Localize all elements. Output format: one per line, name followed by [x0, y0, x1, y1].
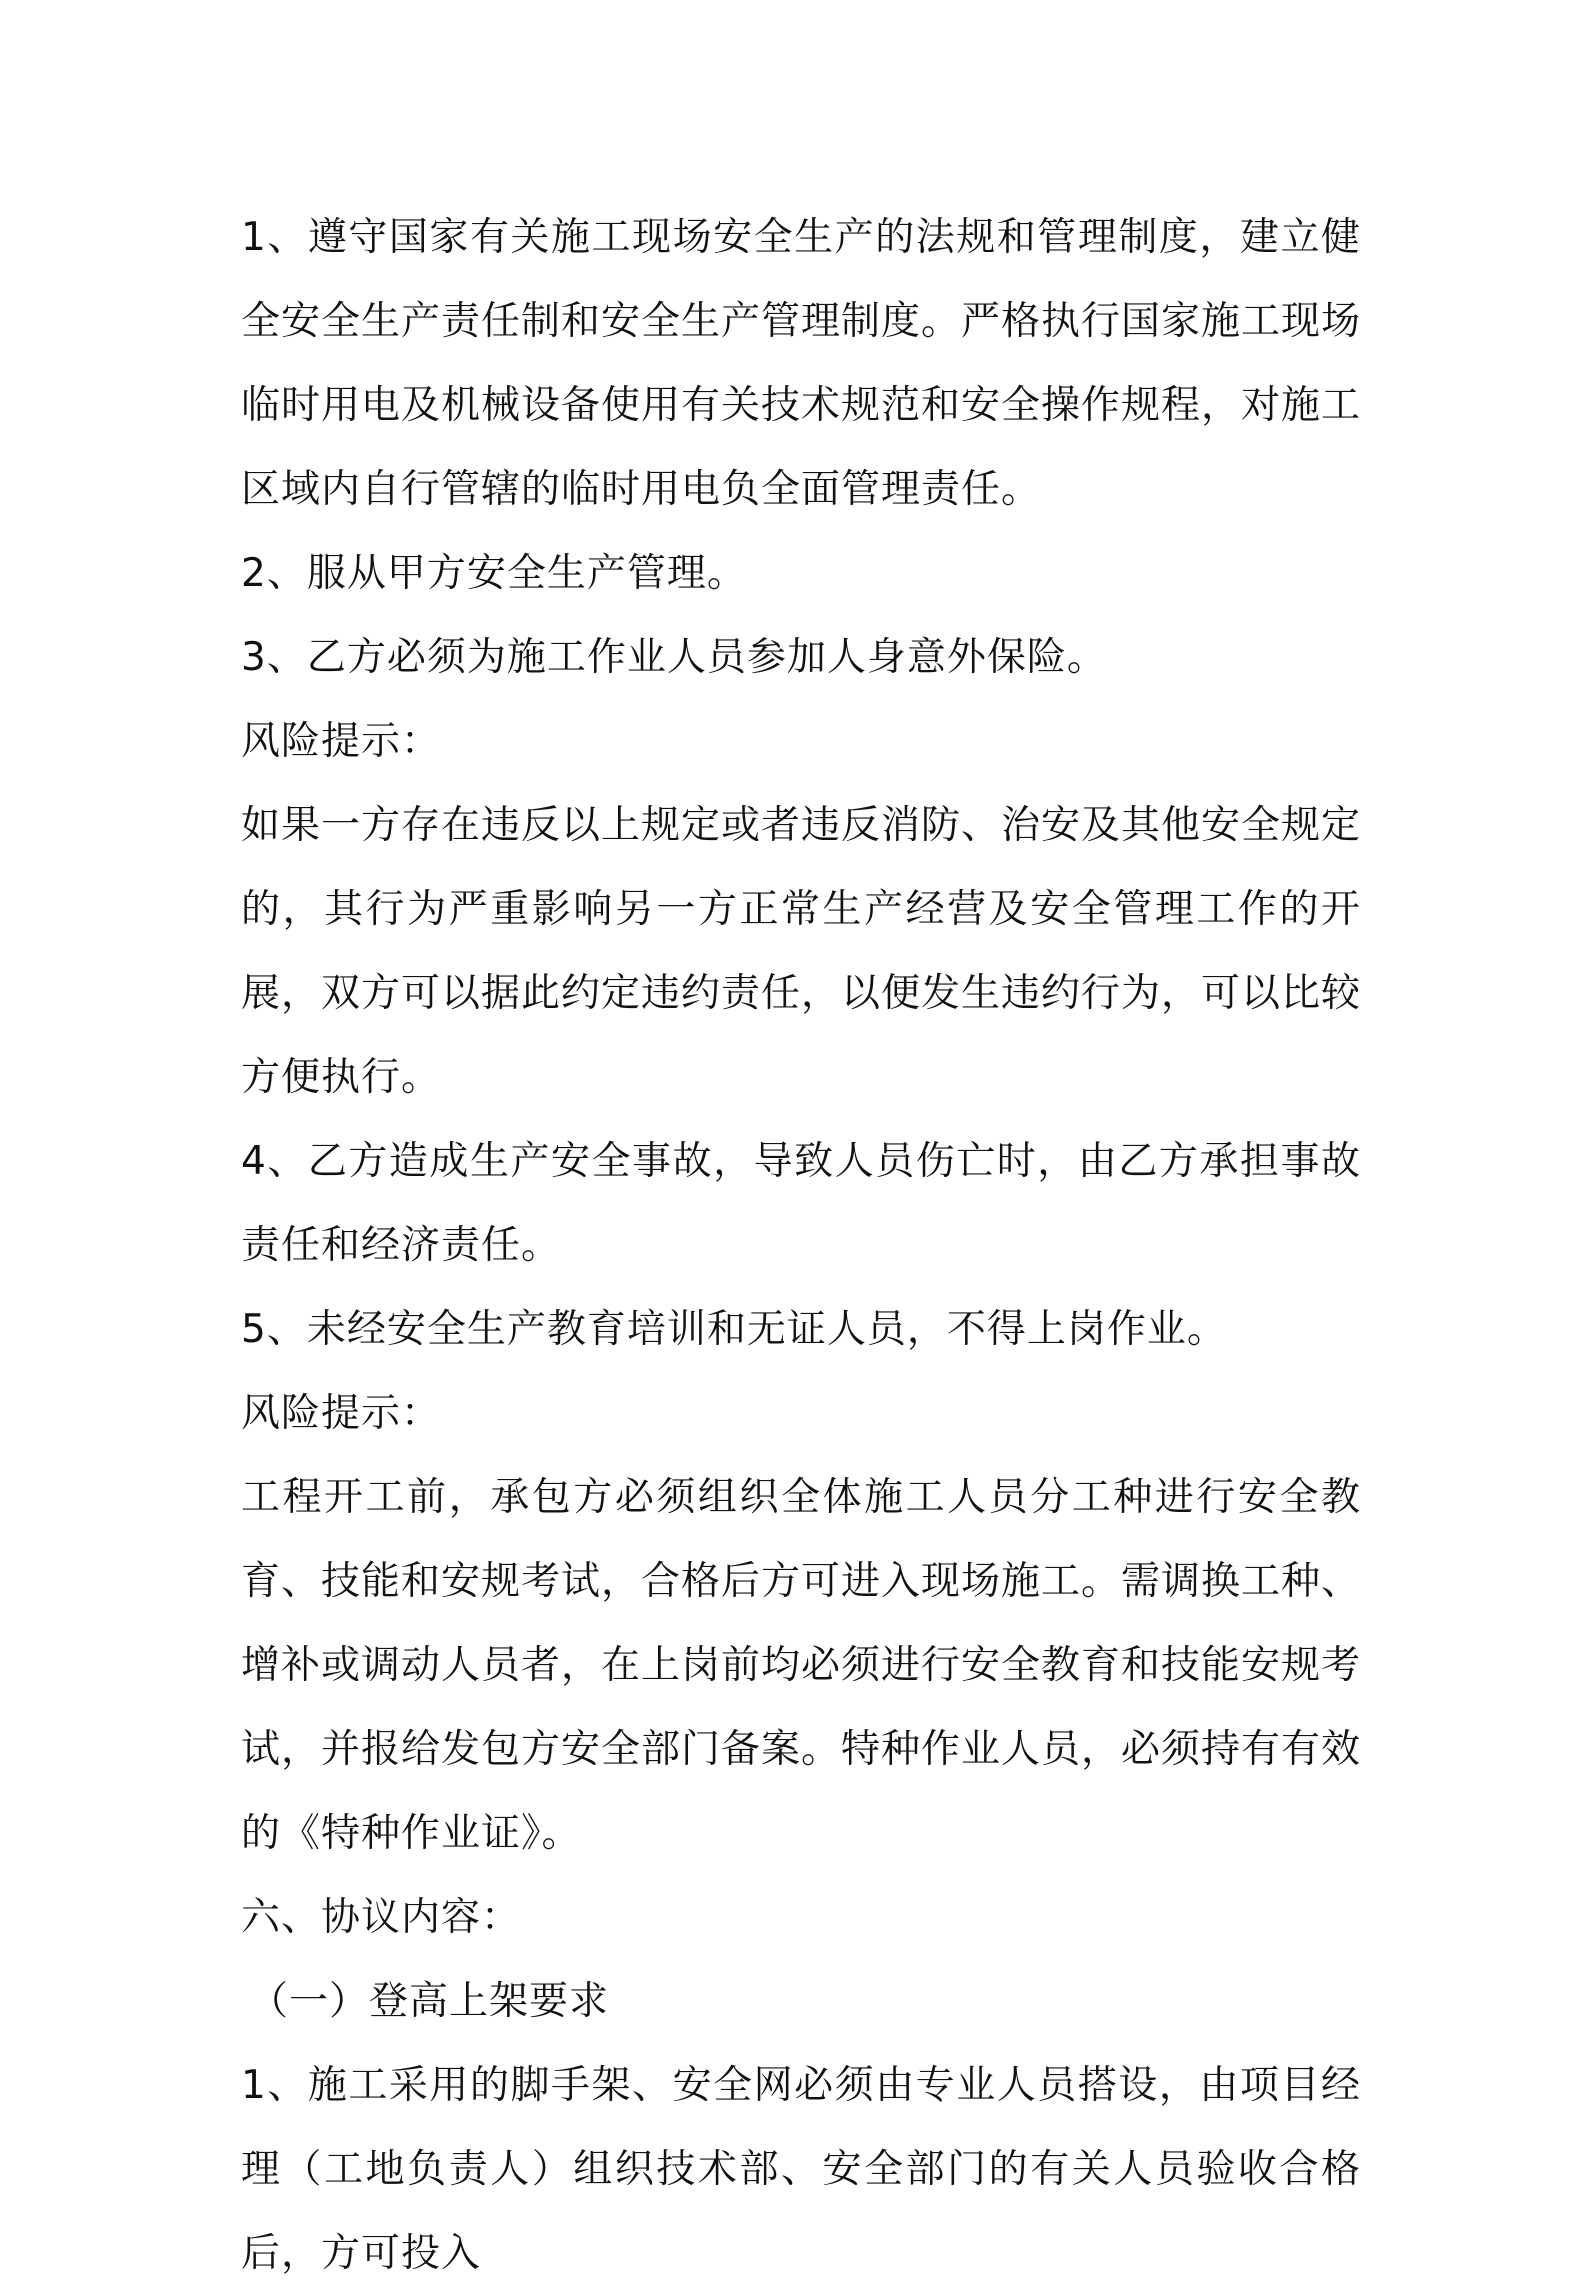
- risk-notice-paragraph: 如果一方存在违反以上规定或者违反消防、治安及其他安全规定的，其行为严重影响另一方正常生产经营及安全管理工作的开展，双方可以据此约定违约责任，以便发生违约行为，可以比较方便执行。: [241, 803, 1362, 1100]
- risk-notice-heading: 风险提示：: [241, 1391, 442, 1436]
- risk-notice-paragraph: 工程开工前，承包方必须组织全体施工人员分工种进行安全教育、技能和安规考试，合格后方可进入现场施工。需调换工种、增补或调动人员者，在上岗前均必须进行安全教育和技能安规考试，并报给发包方安全部门备案。特种作业人员，必须持有有效的《特种作业证》。: [241, 1475, 1362, 1856]
- clause-2-paragraph: 2、服从甲方安全生产管理。: [241, 551, 747, 596]
- subsection-1-heading: （一）登高上架要求: [249, 1979, 610, 2024]
- clause-3-paragraph: 3、乙方必须为施工作业人员参加人身意外保险。: [241, 635, 1107, 680]
- section-6-heading: 六、协议内容：: [241, 1895, 522, 1940]
- document-body: [241, 196, 1361, 2296]
- subclause-1-paragraph: 1、施工采用的脚手架、安全网必须由专业人员搭设，由项目经理（工地负责人）组织技术部、安全部门的有关人员验收合格后，方可投入: [241, 2063, 1361, 2276]
- risk-notice-heading: 风险提示：: [241, 719, 442, 764]
- clause-5-paragraph: 5、未经安全生产教育培训和无证人员，不得上岗作业。: [241, 1307, 1227, 1352]
- clause-1-paragraph: 1、遵守国家有关施工现场安全生产的法规和管理制度，建立健全安全生产责任制和安全生产管理制度。严格执行国家施工现场临时用电及机械设备使用有关技术规范和安全操作规程，对施工区域内自行管辖的临时用电负全面管理责任。: [241, 215, 1362, 512]
- clause-4-paragraph: 4、乙方造成生产安全事故，导致人员伤亡时，由乙方承担事故责任和经济责任。: [241, 1139, 1361, 1268]
